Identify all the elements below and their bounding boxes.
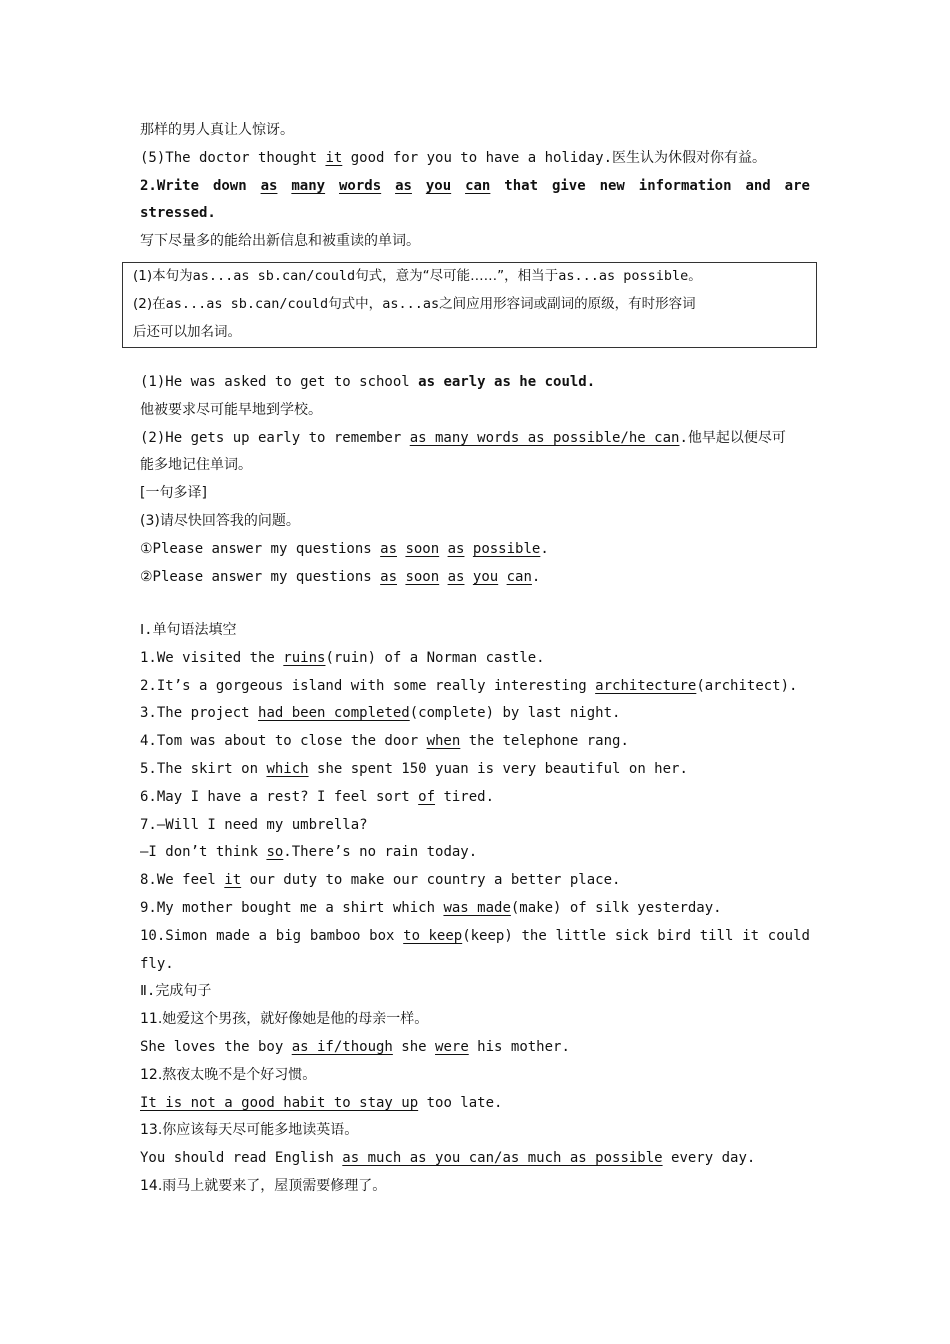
question-11: She loves the boy as if/though she were his mother. (140, 1038, 570, 1055)
note-line-2: (2)在as...as sb.can/could句式中，as...as之间应用形容词或副词的原级，有时形容词 (133, 295, 696, 312)
question-7-reply: —I don’t think so.There’s no rain today. (140, 844, 478, 861)
text-line: 那样的男人真让人惊讶。 (140, 122, 294, 138)
question-9: 9.My mother bought me a shirt which was made(make) of silk yesterday. (140, 899, 722, 916)
document-page (140, 117, 810, 256)
question-3: 3.The project had been completed(complete) by last night. (140, 705, 621, 722)
note-box (122, 262, 817, 348)
example-3-answer-2: ②Please answer my questions as soon as you can. (140, 568, 541, 585)
question-12: It is not a good habit to stay up too late. (140, 1094, 503, 1111)
multi-translation-label: [一句多译] (140, 485, 207, 502)
example-2-cont: 能多地记住单词。 (140, 457, 252, 474)
answer-blank: as many words as possible/he can (409, 429, 680, 446)
question-2: 2.It’s a gorgeous island with some really interesting architecture(architect). (140, 677, 798, 694)
example-5: (5)The doctor thought it good for you to have a holiday.医生认为休假对你有益。 (140, 149, 767, 166)
examples-section (140, 369, 810, 591)
heading-2: 2.Write down as many words as you can that give new information and are (140, 177, 810, 194)
example-1-translation: 他被要求尽可能早地到学校。 (140, 401, 322, 418)
answer-blank: it (325, 149, 343, 166)
question-5: 5.The skirt on which she spent 150 yuan is very beautiful on her. (140, 760, 688, 777)
question-14-prompt: 14.雨马上就要来了，屋顶需要修理了。 (140, 1177, 387, 1194)
question-8: 8.We feel it our duty to make our country a better place. (140, 872, 621, 889)
question-10: 10.Simon made a big bamboo box to keep(keep) the little sick bird till it could (140, 927, 810, 944)
section-2-title: Ⅱ.完成句子 (140, 983, 212, 1000)
example-3-answer-1: ①Please answer my questions as soon as possible. (140, 540, 549, 557)
question-13: You should read English as much as you can/as much as possible every day. (140, 1150, 756, 1167)
example-3-prompt: (3)请尽快回答我的问题。 (140, 512, 300, 529)
question-7: 7.—Will I need my umbrella? (140, 816, 368, 833)
question-12-prompt: 12.熬夜太晚不是个好习惯。 (140, 1066, 317, 1083)
heading-2-translation: 写下尽量多的能给出新信息和被重读的单词。 (140, 233, 420, 250)
note-line-3: 后还可以加名词。 (133, 323, 241, 340)
example-2: (2)He gets up early to remember as many words as possible/he can.他早起以便尽可 (140, 429, 786, 446)
heading-2-cont: stressed. (140, 205, 216, 222)
question-10-cont: fly. (140, 955, 174, 972)
question-1: 1.We visited the ruins(ruin) of a Norman castle. (140, 649, 545, 666)
question-13-prompt: 13.你应该每天尽可能多地读英语。 (140, 1122, 359, 1139)
example-1: (1)He was asked to get to school as early as he could. (140, 374, 596, 390)
question-4: 4.Tom was about to close the door when the telephone rang. (140, 733, 629, 750)
note-line-1: (1)本句为as...as sb.can/could句式，意为“尽可能……”，相当于as...as possible。 (133, 268, 702, 284)
question-6: 6.May I have a rest? I feel sort of tired. (140, 788, 495, 805)
section-1-title: Ⅰ.单句语法填空 (140, 622, 237, 638)
question-11-prompt: 11.她爱这个男孩，就好像她是他的母亲一样。 (140, 1011, 429, 1028)
section-1 (140, 617, 810, 1201)
